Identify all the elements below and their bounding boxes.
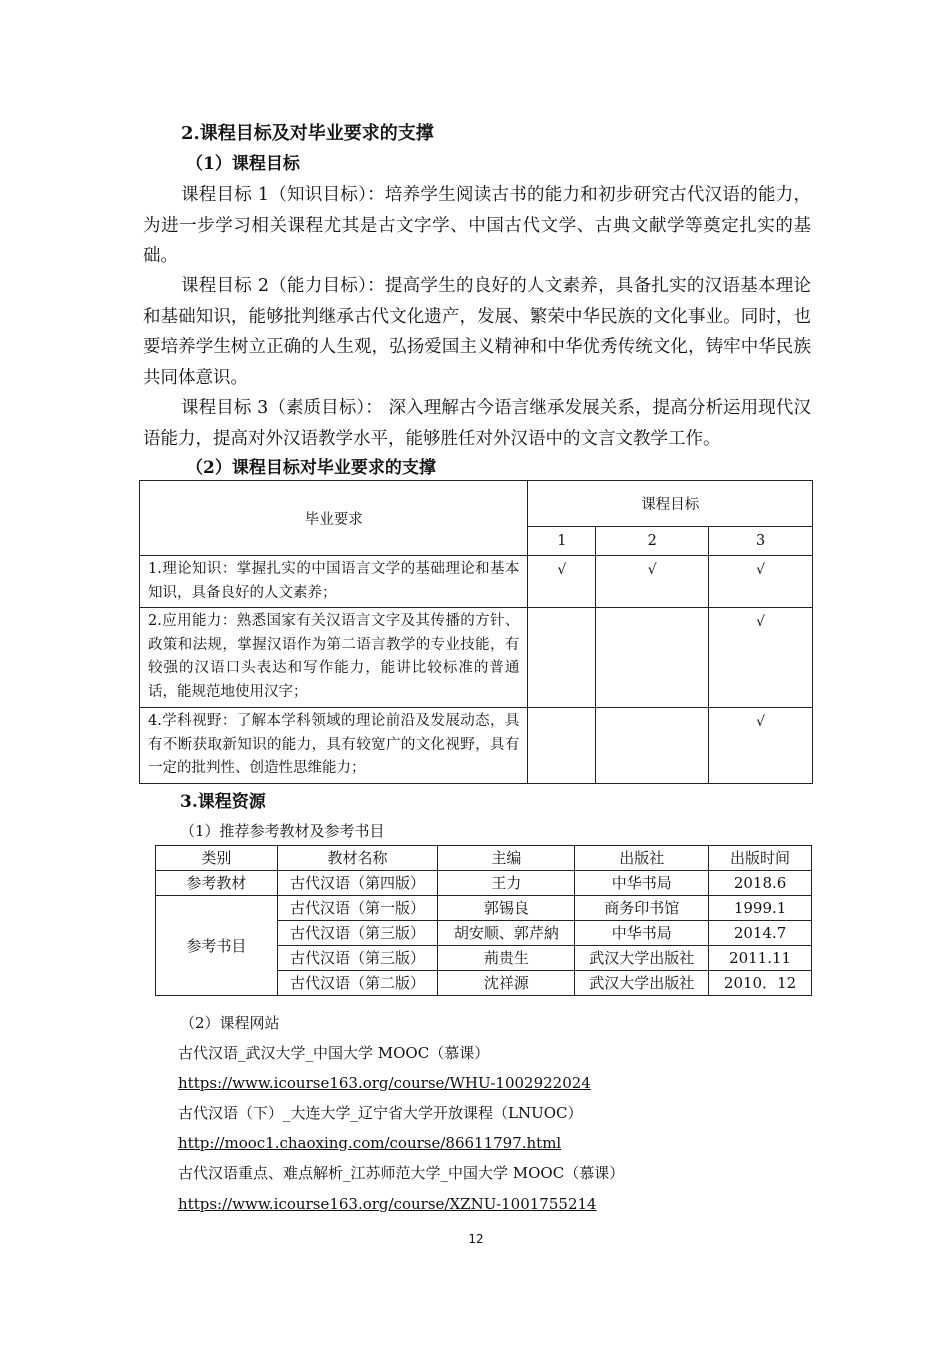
website-name: 古代汉语（下）_大连大学_辽宁省大学开放课程（LNUOC） xyxy=(178,1104,583,1122)
category-cell: 参考书目 xyxy=(156,896,278,996)
publisher-cell: 武汉大学出版社 xyxy=(575,971,709,996)
publish-date-cell: 2014.7 xyxy=(709,921,812,946)
book-title-cell: 古代汉语（第四版） xyxy=(277,871,438,896)
table-row xyxy=(140,708,813,784)
check-mark xyxy=(596,708,709,784)
header-publish-date: 出版时间 xyxy=(709,846,812,871)
publisher-cell: 中华书局 xyxy=(575,921,709,946)
table-row xyxy=(156,871,812,896)
check-mark xyxy=(528,608,596,708)
table-row xyxy=(140,608,813,708)
table-row xyxy=(156,896,812,921)
header-editor: 主编 xyxy=(438,846,575,871)
check-mark xyxy=(596,608,709,708)
book-title-cell: 古代汉语（第二版） xyxy=(277,971,438,996)
table-row xyxy=(140,556,813,608)
publisher-cell: 中华书局 xyxy=(575,871,709,896)
website-link-dalian[interactable]: http://mooc1.chaoxing.com/course/86611797.html xyxy=(178,1134,562,1152)
category-cell: 参考教材 xyxy=(156,871,278,896)
header-graduation-requirement: 毕业要求 xyxy=(140,481,528,556)
editor-cell: 沈祥源 xyxy=(438,971,575,996)
publish-date-cell: 2018.6 xyxy=(709,871,812,896)
header-course-goals: 课程目标 xyxy=(528,481,813,527)
section-heading-course-goals: 2.课程目标及对毕业要求的支撑 xyxy=(181,123,434,144)
publish-date-cell: 1999.1 xyxy=(709,896,812,921)
publisher-cell: 武汉大学出版社 xyxy=(575,946,709,971)
book-title-cell: 古代汉语（第一版） xyxy=(277,896,438,921)
header-goal-col-3: 3 xyxy=(709,527,813,556)
check-mark xyxy=(528,708,596,784)
website-link-whu[interactable]: https://www.icourse163.org/course/WHU-1002922024 xyxy=(178,1074,591,1092)
goal-paragraph-3: 课程目标 3（素质目标）： 深入理解古今语言继承发展关系，提高分析运用现代汉语能力，提高对外汉语教学水平，能够胜任对外汉语中的文言文教学工作。 xyxy=(143,398,811,449)
section-heading-course-resources: 3.课程资源 xyxy=(180,792,266,812)
website-name: 古代汉语_武汉大学_中国大学 MOOC（慕课） xyxy=(178,1044,490,1062)
website-link-xznu[interactable]: https://www.icourse163.org/course/XZNU-1001755214 xyxy=(178,1195,597,1213)
subheading-reference-books: （1）推荐参考教材及参考书目 xyxy=(180,822,385,840)
requirement-cell: 4.学科视野：了解本学科领域的理论前沿及发展动态，具有不断获取新知识的能力，具有较宽广的文化视野，具有一定的批判性、创造性思维能力； xyxy=(140,708,528,784)
requirement-cell: 2.应用能力：熟悉国家有关汉语言文字及其传播的方针、政策和法规，掌握汉语作为第二语言教学的专业技能，有较强的汉语口头表达和写作能力，能讲比较标准的普通话，能规范地使用汉字； xyxy=(140,608,528,708)
goal-paragraph-1: 课程目标 1（知识目标）：培养学生阅读古书的能力和初步研究古代汉语的能力，为进一步学习相关课程尤其是古文字学、中国古代文学、古典文献学等奠定扎实的基础。 xyxy=(143,185,811,266)
website-name: 古代汉语重点、难点解析_江苏师范大学_中国大学 MOOC（慕课） xyxy=(178,1164,625,1182)
subheading-course-websites: （2）课程网站 xyxy=(180,1014,280,1032)
header-book-title: 教材名称 xyxy=(277,846,438,871)
subheading-course-goals: （1）课程目标 xyxy=(186,154,300,174)
editor-cell: 胡安顺、郭芹納 xyxy=(438,921,575,946)
publish-date-cell: 2010．12 xyxy=(709,971,812,996)
requirement-cell: 1.理论知识：掌握扎实的中国语言文学的基础理论和基本知识，具备良好的人文素养； xyxy=(140,556,528,608)
goal-support-table xyxy=(139,480,813,784)
book-title-cell: 古代汉语（第三版） xyxy=(277,946,438,971)
check-mark: √ xyxy=(709,608,813,708)
header-publisher: 出版社 xyxy=(575,846,709,871)
check-mark: √ xyxy=(528,556,596,608)
check-mark: √ xyxy=(709,556,813,608)
publish-date-cell: 2011.11 xyxy=(709,946,812,971)
header-goal-col-2: 2 xyxy=(596,527,709,556)
reference-books-table xyxy=(155,845,812,996)
book-title-cell: 古代汉语（第三版） xyxy=(277,921,438,946)
goal-paragraph-2: 课程目标 2（能力目标）：提高学生的良好的人文素养，具备扎实的汉语基本理论和基础知识，能够批判继承古代文化遗产，发展、繁荣中华民族的文化事业。同时，也要培养学生树立正确的人生观，弘扬爱国主义精神和中华优秀传统文化，铸牢中华民族共同体意识。 xyxy=(143,276,811,388)
subheading-goal-support: （2）课程目标对毕业要求的支撑 xyxy=(186,458,436,478)
header-category: 类别 xyxy=(156,846,278,871)
page-number: 12 xyxy=(468,1232,484,1246)
editor-cell: 王力 xyxy=(438,871,575,896)
publisher-cell: 商务印书馆 xyxy=(575,896,709,921)
check-mark: √ xyxy=(596,556,709,608)
editor-cell: 郭锡良 xyxy=(438,896,575,921)
editor-cell: 荊贵生 xyxy=(438,946,575,971)
check-mark: √ xyxy=(709,708,813,784)
header-goal-col-1: 1 xyxy=(528,527,596,556)
